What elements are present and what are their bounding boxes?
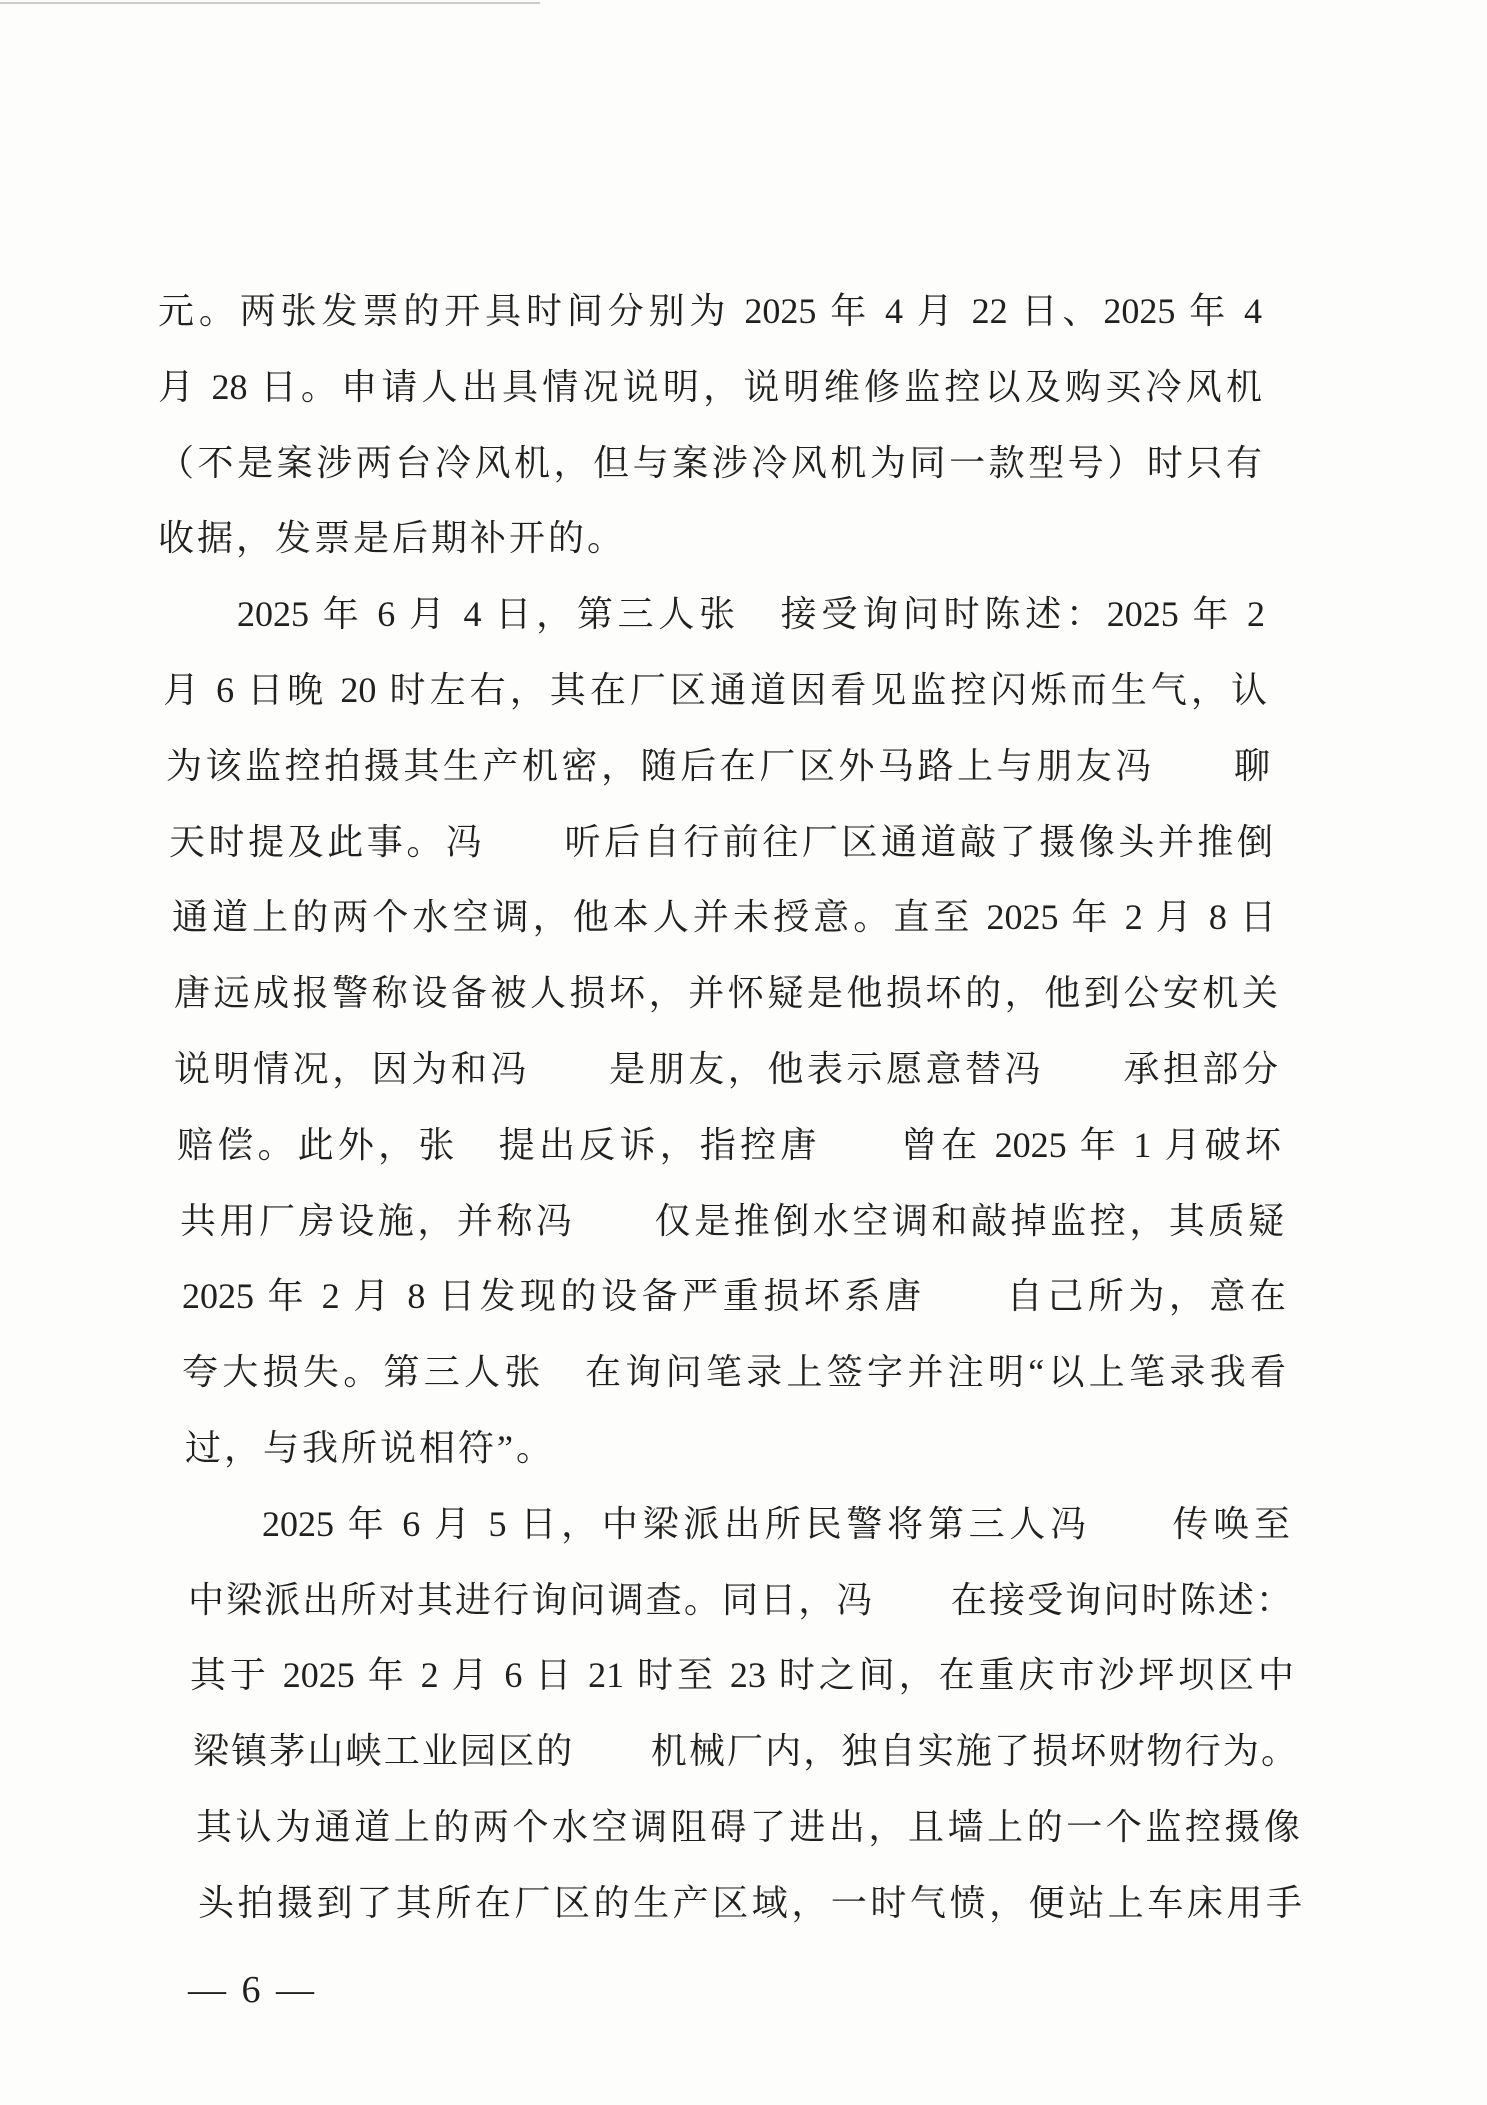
text-line: （不是案涉两台冷风机，但与案涉冷风机为同一款型号）时只有 <box>158 443 1262 483</box>
text-line: 为该监控拍摄其生产机密，随后在厂区外马路上与朋友冯 聊 <box>166 746 1270 786</box>
text-line: 月 28 日。申请人出具情况说明，说明维修监控以及购买冷风机 <box>158 367 1262 407</box>
text-line: 天时提及此事。冯 听后自行前往厂区通道敲了摄像头并推倒 <box>169 822 1273 862</box>
text-line: 其于 2025 年 2 月 6 日 21 时至 23 时之间，在重庆市沙坪坝区中 <box>190 1655 1294 1695</box>
text-line: 赔偿。此外，张 提出反诉，指控唐 曾在 2025 年 1 月破坏 <box>177 1125 1281 1165</box>
page-number: — 6 — <box>188 1969 317 2011</box>
text-line: 头拍摄到了其所在厂区的生产区域，一时气愤，便站上车床用手 <box>198 1883 1302 1923</box>
text-line: 收据，发票是后期补开的。 <box>158 518 627 558</box>
text-line: 说明情况，因为和冯 是朋友，他表示愿意替冯 承担部分 <box>174 1049 1278 1089</box>
text-line: 共用厂房设施，并称冯 仅是推倒水空调和敲掉监控，其质疑 <box>180 1201 1284 1241</box>
text-line: 2025 年 2 月 8 日发现的设备严重损坏系唐 自己所为，意在 <box>182 1276 1286 1316</box>
text-line: 其认为通道上的两个水空调阻碍了进出，且墙上的一个监控摄像 <box>196 1807 1300 1847</box>
text-line: 2025 年 6 月 4 日，第三人张 接受询问时陈述：2025 年 2 <box>237 594 1265 634</box>
text-line: 通道上的两个水空调，他本人并未授意。直至 2025 年 2 月 8 日 <box>172 897 1276 937</box>
scan-edge-line <box>0 2 540 4</box>
text-line: 唐远成报警称设备被人损坏，并怀疑是他损坏的，他到公安机关 <box>174 973 1278 1013</box>
text-line: 夸大损失。第三人张 在询问笔录上签字并注明“以上笔录我看 <box>182 1352 1286 1392</box>
text-line: 中梁派出所对其进行询问调查。同日，冯 在接受询问时陈述： <box>188 1580 1292 1620</box>
text-line: 月 6 日晚 20 时左右，其在厂区通道因看见监控闪烁而生气，认 <box>163 670 1267 710</box>
text-line: 过，与我所说相符”。 <box>185 1428 555 1468</box>
text-line: 元。两张发票的开具时间分别为 2025 年 4 月 22 日、2025 年 4 <box>158 291 1262 331</box>
text-line: 梁镇茅山峡工业园区的 机械厂内，独自实施了损坏财物行为。 <box>193 1731 1297 1771</box>
text-line: 2025 年 6 月 5 日，中梁派出所民警将第三人冯 传唤至 <box>262 1504 1290 1544</box>
